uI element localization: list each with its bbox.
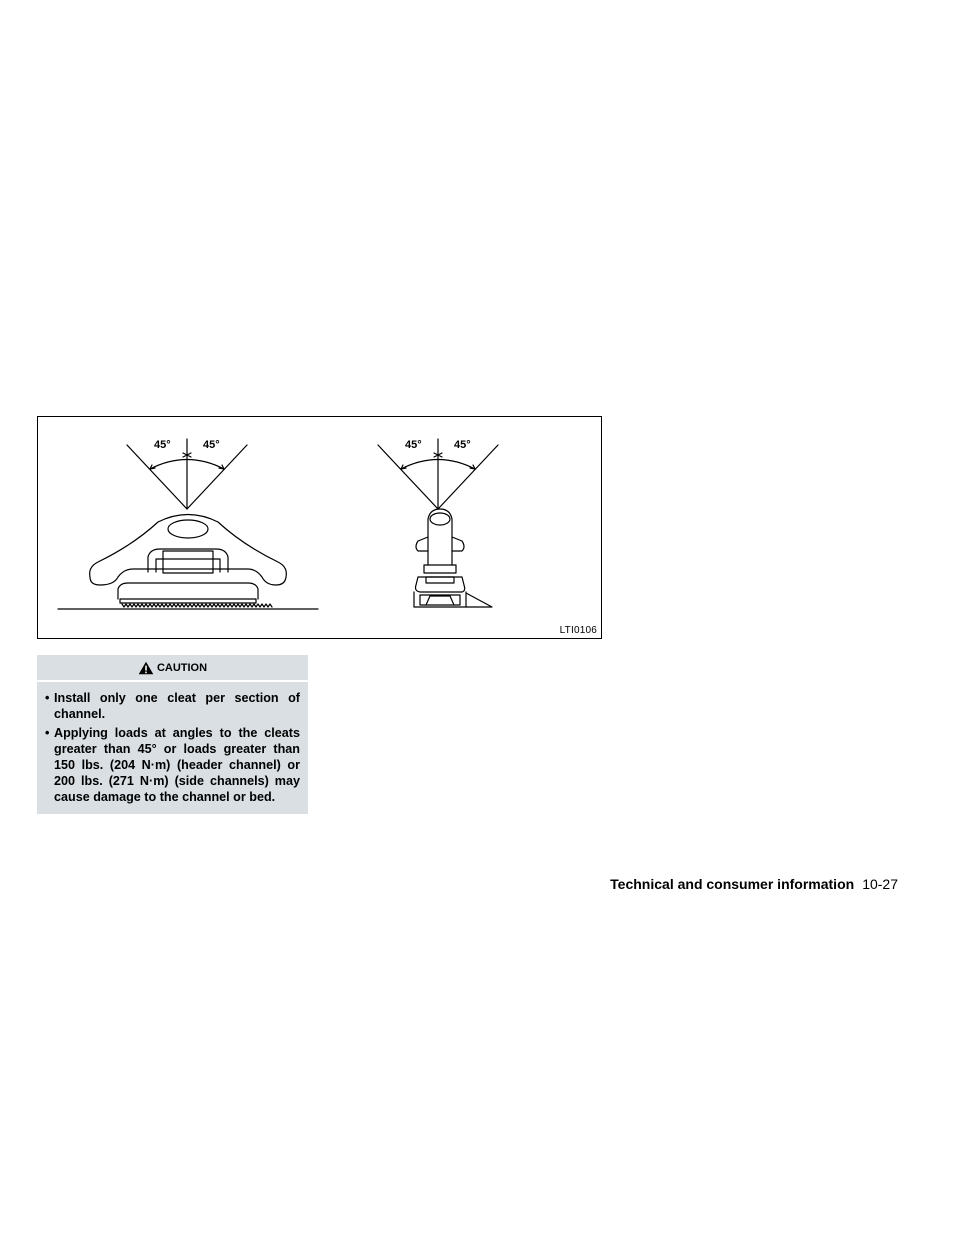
right-cleat-front-view (414, 509, 492, 607)
warning-triangle-icon (138, 661, 154, 675)
caution-item-text: Applying loads at angles to the cleats greater than 45° or loads greater than 150 lbs. (204 N·m) (header channel) or 200 lbs. (271 N·m) (side channels) may cause damage to the channel or bed. (54, 726, 300, 804)
left-angle-indicator (127, 439, 247, 509)
section-title: Technical and consumer information (610, 876, 855, 892)
figure-code: LTI0106 (559, 625, 597, 636)
bullet: • (45, 691, 50, 705)
page-number: 10-27 (862, 876, 898, 892)
right-angle-indicator (378, 439, 498, 509)
cleat-illustration (37, 416, 602, 639)
page-footer (610, 876, 898, 892)
caution-title: CAUTION (156, 661, 208, 674)
right-angle-label-right: 45° (454, 439, 471, 451)
caution-header (37, 655, 308, 682)
cleat-diagram (38, 417, 601, 638)
caution-item (45, 690, 300, 722)
caution-item-text: Install only one cleat per section of channel. (54, 691, 300, 721)
caution-list (37, 682, 308, 805)
left-angle-label-right: 45° (203, 439, 220, 451)
right-angle-label-left: 45° (405, 439, 422, 451)
bullet: • (45, 726, 50, 740)
left-angle-label-left: 45° (154, 439, 171, 451)
left-cleat-side-view (58, 515, 318, 610)
caution-box (37, 655, 308, 814)
caution-item (45, 725, 300, 805)
